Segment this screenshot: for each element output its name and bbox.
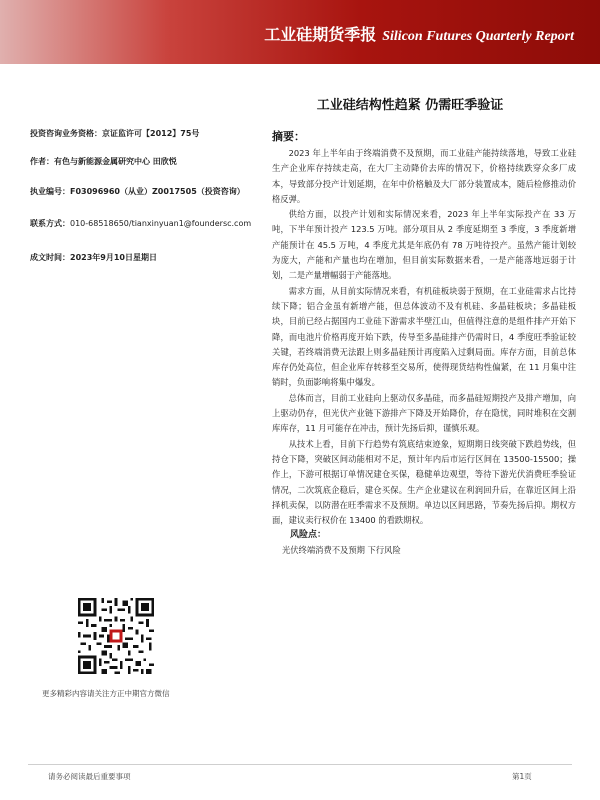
page-title: 工业硅结构性趋紧 仍需旺季验证 [316, 98, 504, 113]
contact-value[interactable]: 010-68518650/tianxinyuan1@foundersc.com [70, 219, 252, 228]
risk-text: 光伏终端消费不及预期 下行风险 [281, 545, 401, 556]
contact-line [30, 218, 251, 229]
author-label: 作者： [30, 157, 54, 166]
cert-line [30, 186, 245, 197]
cert-value: F03096960（从业）Z0017505（投资咨询） [70, 187, 245, 196]
footer-divider [28, 764, 572, 765]
abstract-paragraph: 需求方面，从目前实际情况来看，有机硅板块弱于预期，在工业硅需求占比持续下降；铝合金虽有新增产能，但总体波动不及有机硅、多晶硅板块；多晶硅板块，目前已经占据国内工业硅下游需求半壁江山，但值得注意的是组件排产开始下降，而电池片价格再度开始下跌，传导至多晶硅排产仍需时日，4 季度旺季验证较关键，若终端消费无法跟上则多晶硅预计再度陷入过剩局面。库存方面，目前总体库存仍处高位，但企业库存转移至交易所，使得现货结构性偏紧，在 11 月集中注销时，负面影响将集中爆发。 [272, 285, 576, 388]
qr-caption: 更多精彩内容请关注方正中期官方微信 [42, 689, 170, 698]
abstract-heading: 摘要： [272, 130, 305, 143]
license-line: 投资咨询业务资格：京证监许可【2012】75号 [30, 129, 200, 138]
abstract-paragraph: 供给方面，以投产计划和实际情况来看，2023 年上半年实际投产在 33 万吨，下半年预计投产 123.5 万吨。部分项目从 2 季度延期至 3 季度，3 季度新增产能预计在 45.5 万吨，4 季度尤其是年底仍有 78 万吨待投产。虽然产能计划较为庞大，产能和产量也均在增加，但目前实际数据来看，一是产能落地远弱于计划，二是产量增幅弱于产能落地。 [272, 209, 576, 281]
report-title-cn: 工业硅期货季报 [264, 25, 377, 44]
author-value: 有色与新能源金属研究中心 田欣悦 [54, 157, 177, 166]
page-number: 第1页 [512, 772, 532, 781]
abstract-paragraph: 总体而言，目前工业硅向上驱动仅多晶硅，而多晶硅短期投产及排产增加，向上驱动仍存，但光伏产业链下游排产下降及开始降价，存在隐忧，同时堆积在交割库库存，11 月可能存在冲击，预计先扬后抑，谨慎乐观。 [272, 392, 576, 434]
date-line [30, 252, 157, 263]
cert-label: 执业编号： [30, 187, 70, 196]
risk-heading: 风险点： [290, 530, 327, 541]
abstract-paragraph: 2023 年上半年由于终端消费不及预期，而工业硅产能持续落地，导致工业硅生产企业库存持续走高，在大厂主动降价去库的情况下，价格持续跌穿众多厂成本，导致部分投产计划延期，在年中价格触及大厂部分装置成本，随后检修推动价格反弹。 [272, 148, 576, 204]
report-title-en: Silicon Futures Quarterly Report [382, 29, 574, 44]
author-line [30, 156, 177, 167]
abstract-body [272, 146, 576, 559]
footer-disclaimer: 请务必阅读最后重要事项 [48, 772, 131, 781]
qr-code-icon [78, 598, 154, 674]
report-title-banner [264, 22, 574, 45]
date-label: 成文时间： [30, 253, 70, 262]
date-value: 2023年9月10日星期日 [70, 253, 157, 262]
header-banner [0, 0, 600, 64]
contact-label: 联系方式： [30, 219, 70, 228]
abstract-paragraph: 从技术上看，目前下行趋势有筑底结束迹象，短期期日线突破下跌趋势线，但持仓下降，突破区间动能相对不足，预计年内后市运行区间在 13500-15500；操作上，下游可根据订单情况建仓买保，稳健单边观望，等待下游光伏消费旺季验证情况，二次筑底企稳后，建仓买保。生产企业建议在利润回升后，在靠近区间上沿择机卖保，以防潜在旺季需求不及预期。单边以区间思路，节奏先扬后抑。期权方面，建议卖行权价在 13400 的看跌期权。 [272, 438, 576, 526]
